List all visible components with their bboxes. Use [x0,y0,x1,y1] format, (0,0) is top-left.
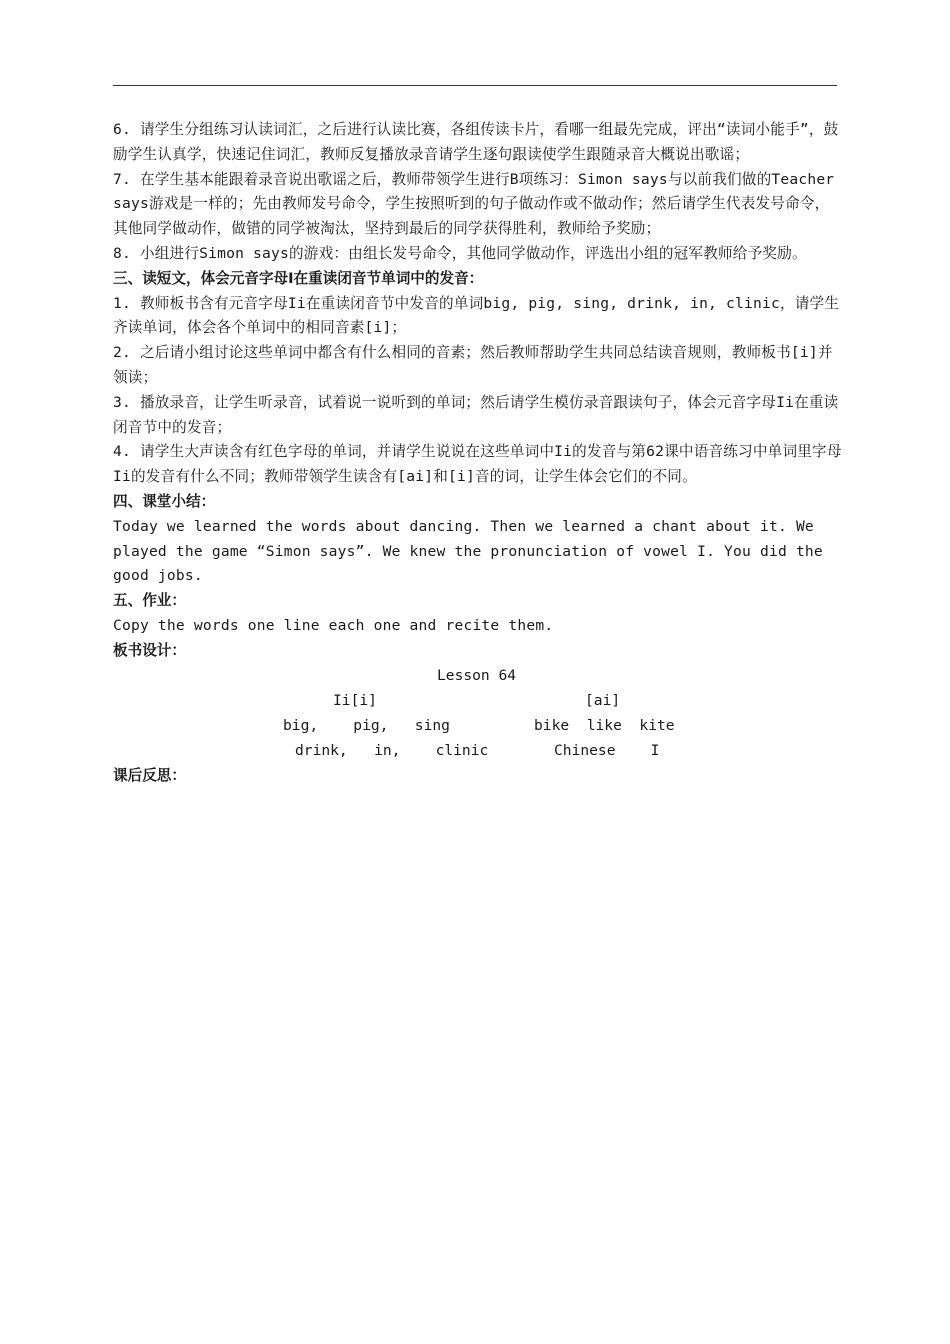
reflection-heading: 课后反思： [113,766,186,784]
paragraph-8: 8. 小组进行Simon says的游戏：由组长发号命令，其他同学做动作，评选出小组的冠军教师给予奖励。 [113,244,807,262]
section-3-item-1: 1. 教师板书含有元音字母Ii在重读闭音节中发音的单词big, pig, sing, drink, in, clinic，请学生齐读单词，体会各个单词中的相同音素[i]； [113,294,840,337]
paragraph-6: 6. 请学生分组练习认读词汇，之后进行认读比赛，各组传读卡片，看哪一组最先完成，评出“读词小能手”，鼓励学生认真学，快速记住词汇，教师反复播放录音请学生逐句跟读使学生跟随录音大概说出歌谣； [113,121,839,163]
section-3-item-4: 4. 请学生大声读含有红色字母的单词，并请学生说说在这些单词中Ii的发音与第62课中语音练习中单词里字母Ii的发音有什么不同；教师带领学生读含有[ai]和[i]音的词，让学生体会它们的不同。 [113,443,842,486]
section-3-item-2: 2. 之后请小组讨论这些单词中都含有什么相同的音素；然后教师帮助学生共同总结读音规则，教师板书[i]并领读； [113,344,833,386]
board-design [113,664,843,764]
section-3-item-3: 3. 播放录音，让学生听录音，试着说一说听到的单词；然后请学生模仿录音跟读句子，体会元音字母Ii在重读闭音节中的发音； [113,393,839,436]
section-4-heading: 四、课堂小结： [113,492,216,510]
section-3-heading: 三、读短文，体会元音字母I在重读闭音节单词中的发音： [113,269,484,287]
board-row1-right: bike like kite [534,716,675,734]
board-row2-left: drink, in, clinic [295,741,489,759]
board-design-heading: 板书设计： [113,641,186,659]
board-row2-right: Chinese I [554,741,660,759]
board-col1-header: Ii[i] [333,691,377,709]
board-title: Lesson 64 [437,666,517,684]
document-body [113,118,843,788]
homework-text: Copy the words one line each one and recite them. [113,616,554,634]
paragraph-7: 7. 在学生基本能跟着录音说出歌谣之后，教师带领学生进行B项练习：Simon says与以前我们做的Teacher says游戏是一样的；先由教师发号命令，学生按照听到的句子做动作或不做动作；然后请学生代表发号命令，其他同学做动作，做错的同学被淘汰，坚持到最后的同学获得胜利，教师给予奖励； [113,170,835,238]
board-row1-left: big, pig, sing [283,716,450,734]
summary-text: Today we learned the words about dancing. Then we learned a chant about it. We played the game “Simon says”. We knew the pronunciation of vowel I. You did the good jobs. [113,517,823,585]
board-col2-header: [ai] [585,691,621,709]
header-rule [113,85,837,86]
section-5-heading: 五、作业： [113,592,186,610]
